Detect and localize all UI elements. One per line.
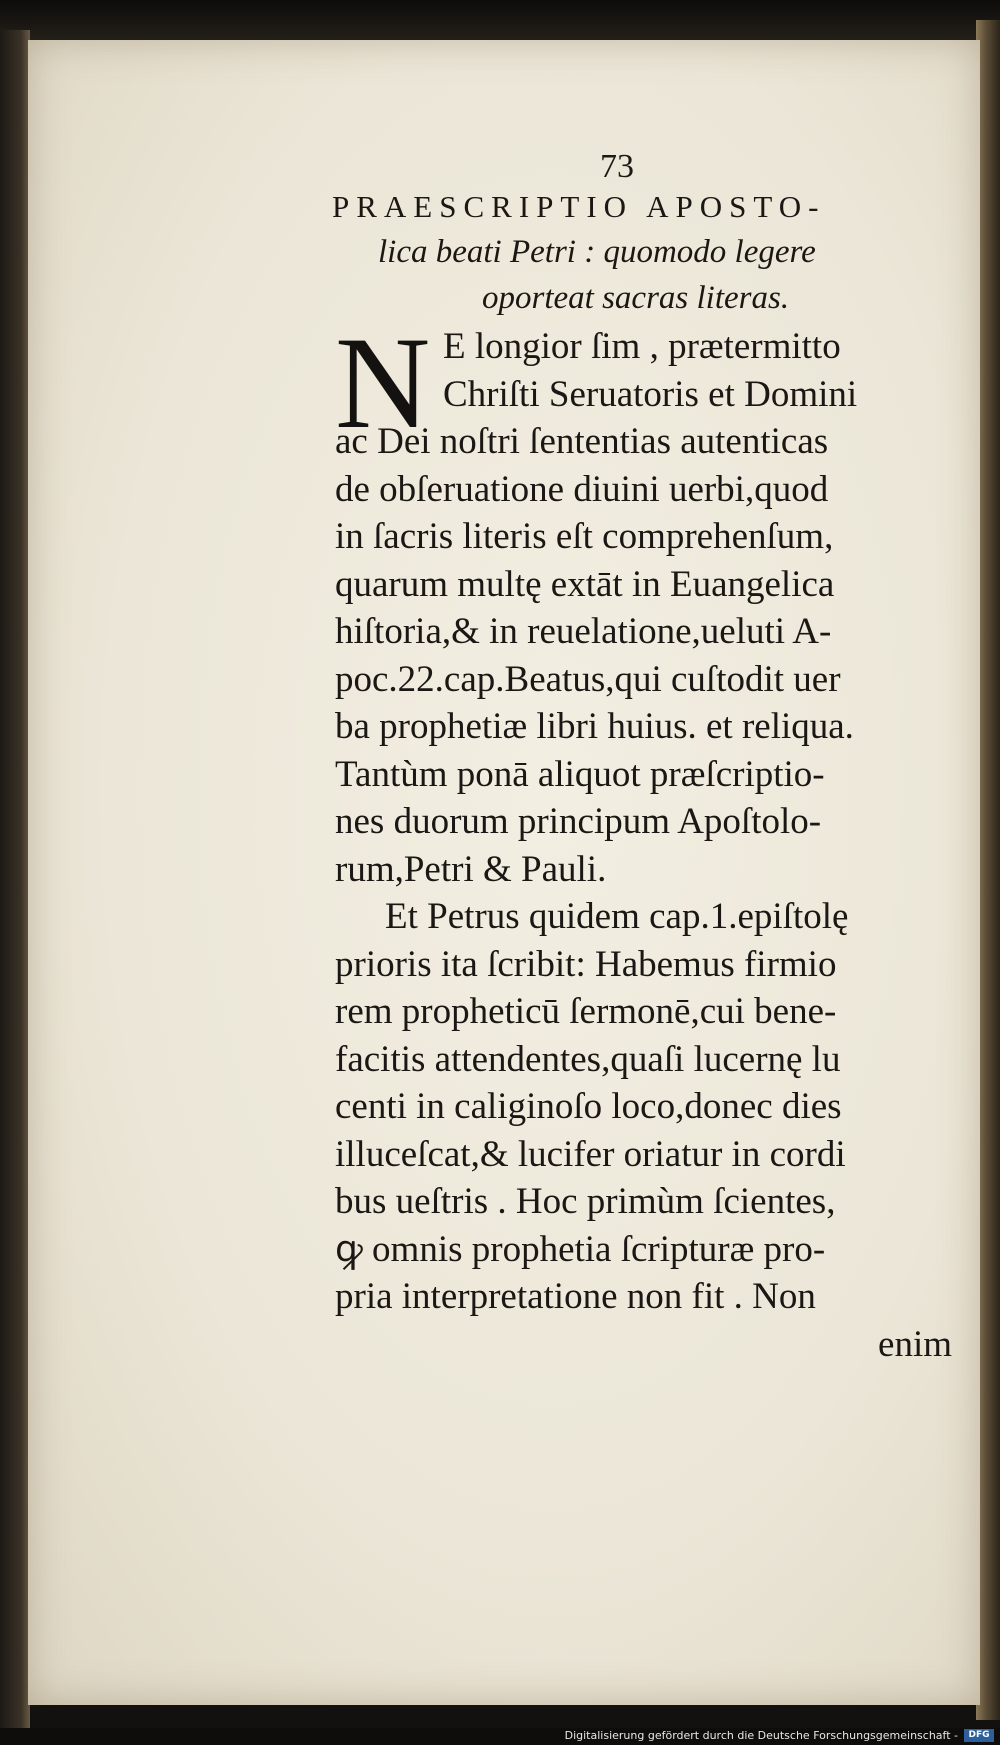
text-line: facitis attendentes,quaſi lucernę lu [335,1038,841,1080]
text-line: quarum multę extāt in Euangelica [335,563,835,605]
drop-cap: N [335,309,431,456]
text-line: pria interpretatione non fit . Non [335,1276,816,1317]
text-line: Tantùm ponā aliquot præſcriptio- [335,753,825,795]
page-number: 73 [600,148,634,185]
text-line: ac Dei noſtri ſententias autenticas [335,421,829,462]
heading-line: lica beati Petri : quomodo legere [378,234,816,270]
text-line: de obſeruatione diuini uerbi,quod [335,468,829,510]
text-line: E longior ſim , prætermitto [443,326,841,367]
heading-line: oporteat sacras literas. [482,280,790,316]
text-line: nes duorum principum Apoſtolo- [335,801,822,842]
section-heading [332,185,962,321]
text-line: ba prophetiæ libri huius. et reliqua. [335,706,854,747]
text-line: hiſtoria,& in reuelatione,ueluti A- [335,611,832,652]
dfg-logo: DFG [964,1729,994,1742]
book-cover-left [0,30,30,1730]
text-line: Et Petrus quidem cap.1.epiſtolę [385,896,849,937]
text-line: in ſacris literis eſt comprehenſum, [335,516,834,557]
text-line: illuceſcat,& lucifer oriatur in cordi [335,1133,846,1175]
text-line: rem propheticū ſermonē,cui bene- [335,991,837,1032]
text-line: bus ueſtris . Hoc primùm ſcientes, [335,1181,836,1222]
text-line: centi in caliginoſo loco,donec dies [335,1086,842,1127]
text-line: rum,Petri & Pauli. [335,848,607,890]
text-line: prioris ita ſcribit: Habemus firmio [335,943,837,985]
heading-line: PRAESCRIPTIO APOSTO- [332,189,826,224]
text-line: poc.22.cap.Beatus,qui cuſtodit uer [335,658,841,700]
paragraph [335,309,960,893]
text-line: Chriſti Seruatoris et Domini [443,373,858,415]
text-line: ꝙ omnis prophetia ſcripturæ pro- [335,1228,826,1270]
catchword: enim [878,1323,952,1365]
paragraph [335,893,960,1321]
digitization-credit: Digitalisierung gefördert durch die Deutsche Forschungsgemeinschaft - [564,1729,958,1742]
body-text [335,309,960,1368]
